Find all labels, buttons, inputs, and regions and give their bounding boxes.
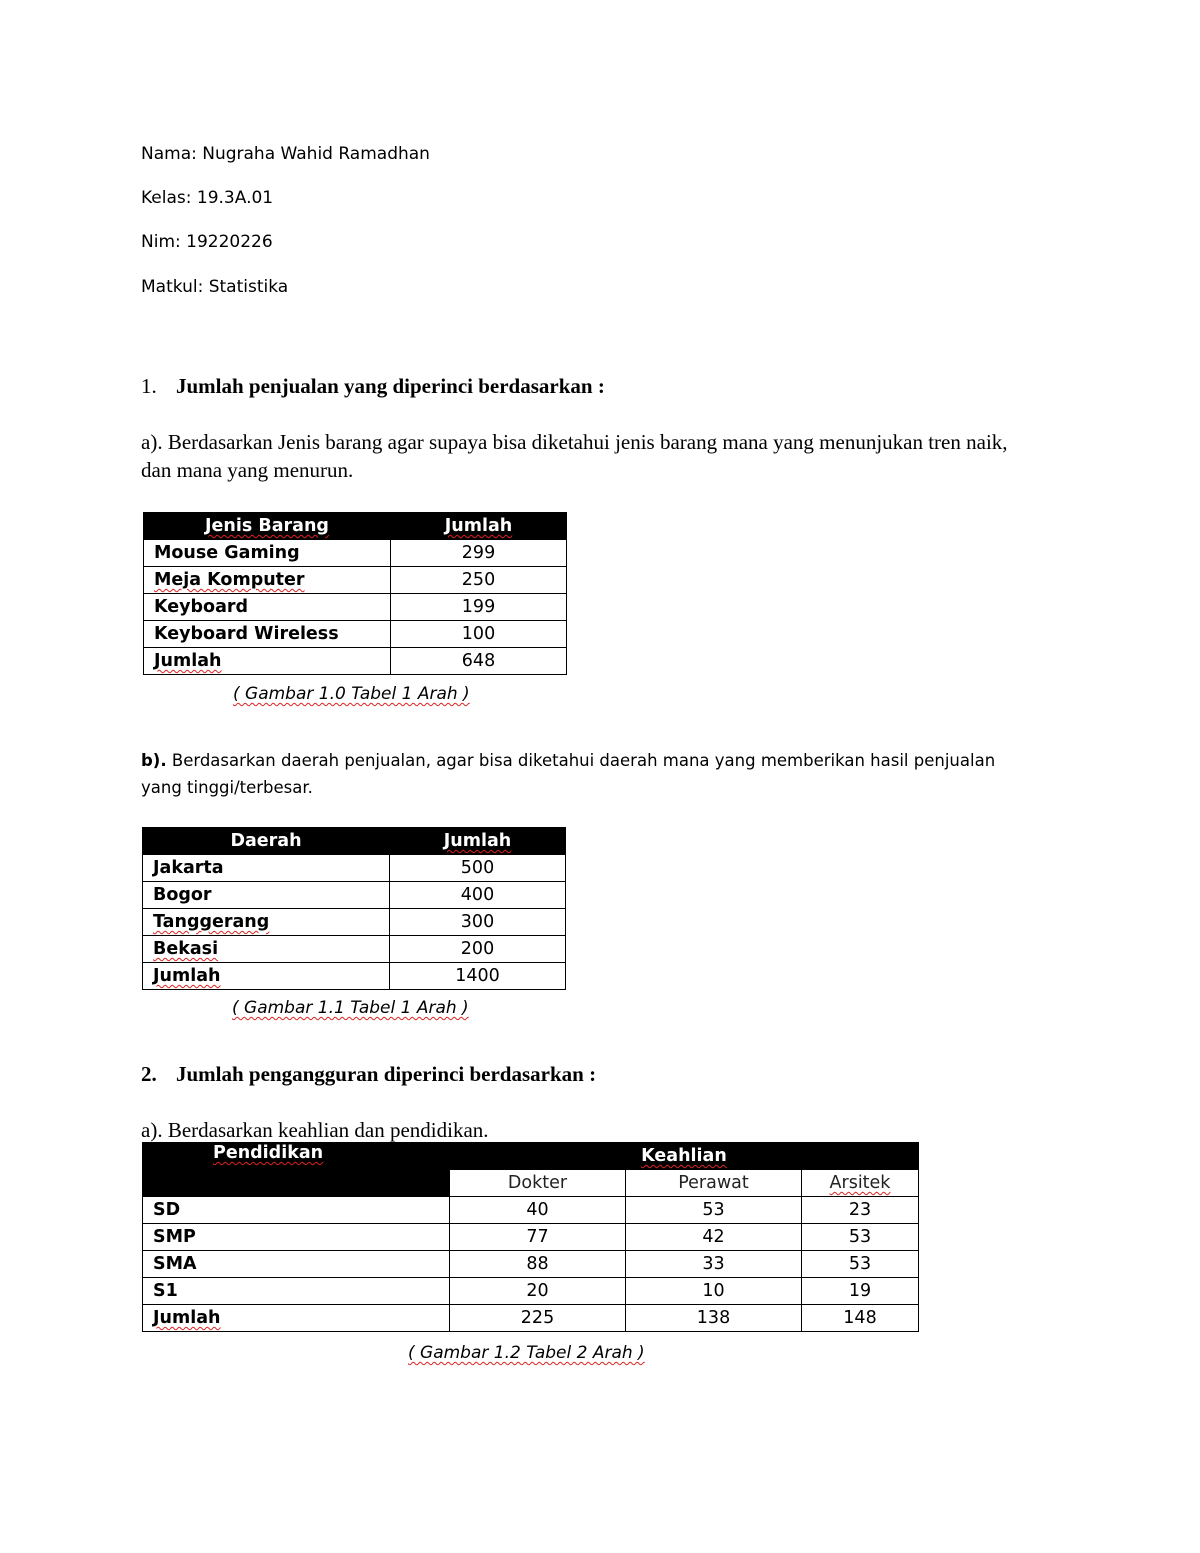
table-cell: Bogor [143, 882, 390, 909]
table-cell: 400 [390, 882, 566, 909]
table-cell: SMP [143, 1224, 450, 1251]
table-row [144, 567, 567, 594]
table-row [143, 909, 566, 936]
table-cell: 199 [391, 594, 567, 621]
table-header-cell: Keahlian [450, 1143, 919, 1170]
question-2-heading [141, 1062, 596, 1087]
table-row [143, 855, 566, 882]
table-cell: 148 [802, 1305, 919, 1332]
table-cell: SMA [143, 1251, 450, 1278]
table-row [144, 594, 567, 621]
table-header-cell: Daerah [143, 828, 390, 855]
table-header-cell: Jenis Barang [144, 513, 391, 540]
table-3-caption: ( Gambar 1.2 Tabel 2 Arah ) [408, 1343, 645, 1363]
question-1-heading [141, 374, 605, 399]
table-cell: 250 [391, 567, 567, 594]
table-cell: 138 [626, 1305, 802, 1332]
table-cell: 300 [390, 909, 566, 936]
table-row [143, 1224, 919, 1251]
question-1b-body: Berdasarkan daerah penjualan, agar bisa diketahui daerah mana yang memberikan hasil penjualan yang tinggi/terbesar. [141, 751, 996, 797]
course-name: Matkul: Statistika [141, 277, 289, 297]
table-cell: 100 [391, 621, 567, 648]
table-cell: 42 [626, 1224, 802, 1251]
table-cell: 10 [626, 1278, 802, 1305]
table-cell: 88 [450, 1251, 626, 1278]
table-cell: 23 [802, 1197, 919, 1224]
table-header-cell: Jumlah [391, 513, 567, 540]
question-1b-label: b). [141, 751, 167, 770]
table-cell: 19 [802, 1278, 919, 1305]
table-cell: Keyboard Wireless [144, 621, 391, 648]
table-cell: Tanggerang [143, 909, 390, 936]
table-cell: Meja Komputer [144, 567, 391, 594]
question-2-number: 2. [141, 1062, 157, 1086]
table-cell: 225 [450, 1305, 626, 1332]
student-name: Nama: Nugraha Wahid Ramadhan [141, 144, 430, 164]
table-subheader-cell: Perawat [626, 1170, 802, 1197]
question-2a-text: a). Berdasarkan keahlian dan pendidikan. [141, 1118, 489, 1142]
table-row [143, 1251, 919, 1278]
table-2-caption: ( Gambar 1.1 Tabel 1 Arah ) [232, 998, 469, 1018]
table-row [144, 540, 567, 567]
question-1-number: 1. [141, 374, 157, 398]
table-cell: 53 [802, 1224, 919, 1251]
table-pendidikan-keahlian [142, 1142, 919, 1332]
question-2-title: Jumlah pengangguran diperinci berdasarkan : [176, 1062, 597, 1086]
student-class: Kelas: 19.3A.01 [141, 188, 274, 208]
table-cell: Jumlah [144, 648, 391, 675]
table-header-cell: Pendidikan [143, 1143, 450, 1197]
student-nim: Nim: 19220226 [141, 232, 273, 252]
table-daerah [142, 827, 566, 990]
table-jenis-barang [143, 512, 567, 675]
table-row [143, 882, 566, 909]
table-cell: Jumlah [143, 963, 390, 990]
table-row [143, 936, 566, 963]
table-cell: Keyboard [144, 594, 391, 621]
table-cell: 1400 [390, 963, 566, 990]
table-cell: Bekasi [143, 936, 390, 963]
table-subheader-cell: Arsitek [802, 1170, 919, 1197]
table-row [144, 621, 567, 648]
table-cell: 53 [802, 1251, 919, 1278]
table-cell: 33 [626, 1251, 802, 1278]
table-subheader-cell: Dokter [450, 1170, 626, 1197]
table-cell: 77 [450, 1224, 626, 1251]
table-cell: S1 [143, 1278, 450, 1305]
table-cell: 40 [450, 1197, 626, 1224]
table-cell: SD [143, 1197, 450, 1224]
question-1a-text: a). Berdasarkan Jenis barang agar supaya bisa diketahui jenis barang mana yang menunjukan tren naik, dan mana yang menurun. [141, 430, 1008, 482]
table-cell: Mouse Gaming [144, 540, 391, 567]
question-1b-text [141, 747, 1041, 801]
table-row [143, 963, 566, 990]
table-1-caption: ( Gambar 1.0 Tabel 1 Arah ) [233, 684, 470, 704]
table-cell: 53 [626, 1197, 802, 1224]
table-cell: 20 [450, 1278, 626, 1305]
table-row [144, 648, 567, 675]
table-row [143, 1197, 919, 1224]
table-cell: Jakarta [143, 855, 390, 882]
question-1-title: Jumlah penjualan yang diperinci berdasarkan : [176, 374, 605, 398]
table-header-cell: Jumlah [390, 828, 566, 855]
table-cell: 299 [391, 540, 567, 567]
table-cell: 648 [391, 648, 567, 675]
table-cell: Jumlah [143, 1305, 450, 1332]
table-row [143, 1278, 919, 1305]
table-cell: 500 [390, 855, 566, 882]
table-cell: 200 [390, 936, 566, 963]
table-row [143, 1305, 919, 1332]
